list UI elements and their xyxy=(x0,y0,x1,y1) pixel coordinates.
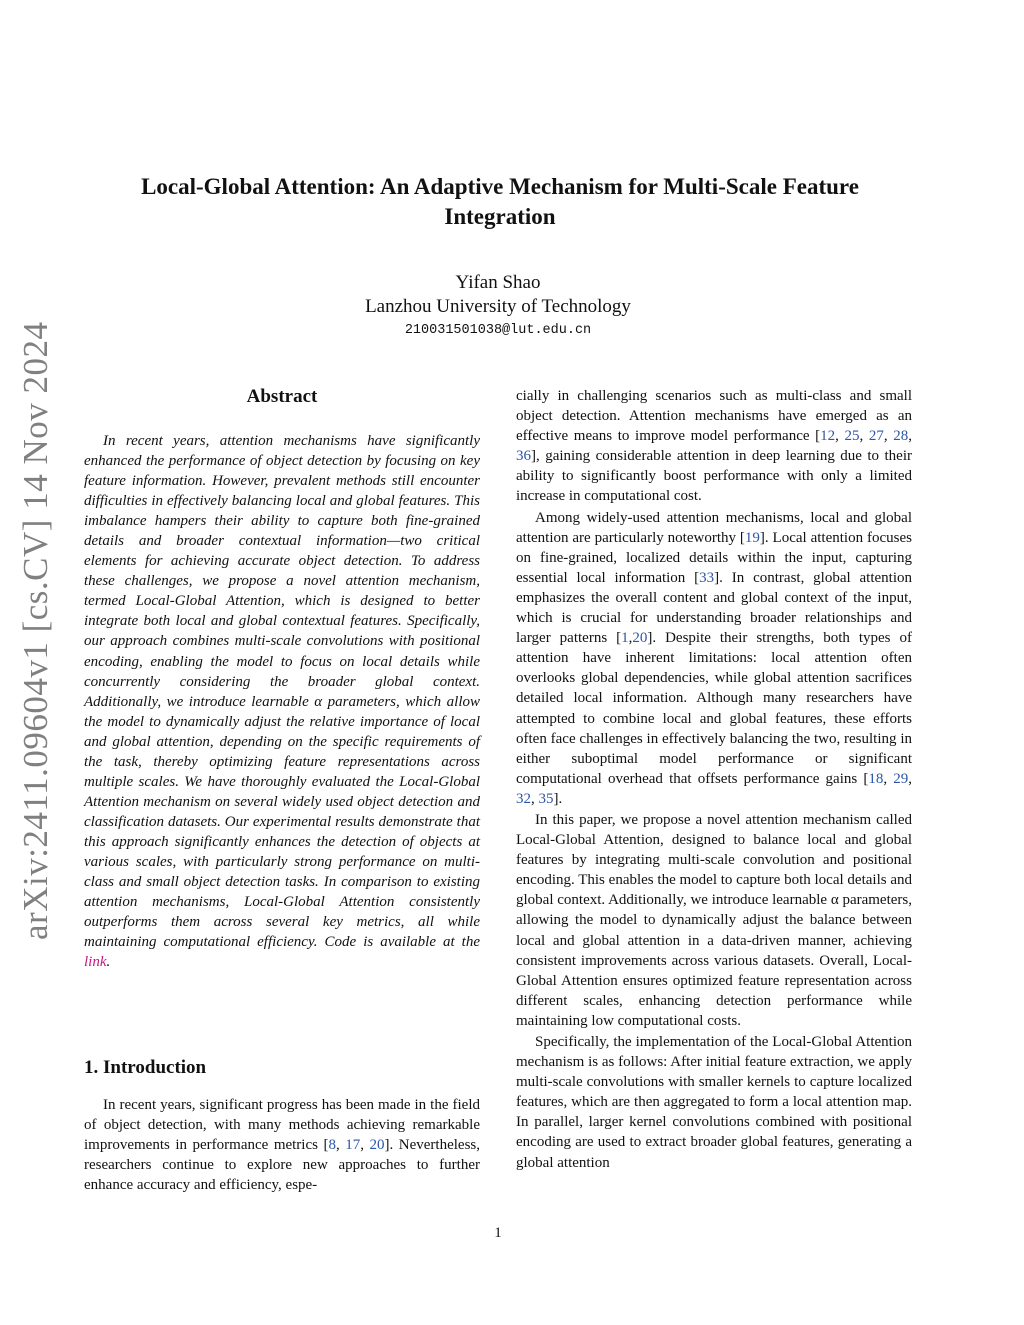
cite-separator: , xyxy=(883,770,894,787)
body-text-segment: cially in challenging scenarios such as multi-class and small object detection. Attention mechanisms have emerged as an effective means to improve model performance [ xyxy=(516,388,912,445)
citation-link[interactable]: 27 xyxy=(868,428,884,445)
citation-link[interactable]: 29 xyxy=(893,770,909,787)
body-text-segment: Among widely-used attention mechanisms, local and global attention are particularly noteworthy [ xyxy=(516,509,912,546)
citation-link[interactable]: 28 xyxy=(893,428,909,445)
paper-title: Local-Global Attention: An Adaptive Mechanism for Multi-Scale Feature Integration xyxy=(141,174,859,229)
body-text-segment: ]. xyxy=(553,790,563,807)
code-link[interactable]: link xyxy=(84,954,107,971)
citation-link[interactable]: 20 xyxy=(632,630,648,647)
abstract-text xyxy=(84,431,480,972)
page-number: 1 xyxy=(494,1225,502,1241)
citation-link[interactable]: 36 xyxy=(516,448,531,465)
right-column xyxy=(516,386,912,1174)
citation-link[interactable]: 8 xyxy=(328,1137,336,1154)
introduction-heading: 1. Introduction xyxy=(84,1057,207,1078)
body-text-segment: ]. In contrast, global attention emphasizes the overall content and global context of the input, which is crucial for understanding broader relationships and larger patterns [ xyxy=(516,569,912,647)
cite-separator: , xyxy=(835,428,845,445)
intro-text-segment: ]. Nevertheless, researchers continue to explore new approaches to further enhance accuracy and efficiency, espe- xyxy=(84,1137,480,1194)
citation-link[interactable]: 20 xyxy=(369,1137,385,1154)
body-text-segment: ]. Local attention focuses on fine-grained, localized details within the input, capturing essential local information [ xyxy=(516,529,912,586)
citation-link[interactable]: 32 xyxy=(516,790,531,807)
cite-separator: , xyxy=(360,1137,370,1154)
cite-separator: , xyxy=(883,428,894,445)
arxiv-identifier: arXiv:2411.09604v1 [cs.CV] 14 Nov 2024 xyxy=(16,321,55,940)
author-name: Yifan Shao xyxy=(455,272,541,293)
citation-link[interactable]: 25 xyxy=(844,428,860,445)
intro-text-segment: In recent years, significant progress has been made in the field of object detection, with many methods achieving remarkable improvements in performance metrics [ xyxy=(84,1097,480,1154)
abstract-heading: Abstract xyxy=(246,386,318,407)
cite-separator: , xyxy=(908,770,912,787)
cite-separator: , xyxy=(628,630,633,647)
citation-link[interactable]: 19 xyxy=(744,529,760,546)
author-email: 210031501038@lut.edu.cn xyxy=(404,323,592,338)
introduction-text xyxy=(84,1095,480,1195)
paragraph-implementation: Specifically, the implementation of the Local-Global Attention mechanism is as follows: After initial feature extraction, we apply multi-scale convolutions with smaller kernels to capture localized features, which are then aggregated to form a local attention map. In parallel, larger kernel convolutions combined with positional encoding are used to extract broader global features, generating a global attention xyxy=(516,1034,912,1171)
cite-separator: , xyxy=(531,790,539,807)
citation-link[interactable]: 35 xyxy=(538,790,554,807)
abstract-link-end: . xyxy=(106,954,111,971)
body-text-segment: ], gaining considerable attention in deep learning due to their ability to significantly boost performance with only a limited increase in computational cost. xyxy=(516,448,912,505)
body-text-segment: ]. Despite their strengths, both types of attention have inherent limitations: local attention often overlooks global dependencies, while global attention sacrifices detailed local information. Although many researchers have attempted to combine local and global features, these efforts often face challenges in effectively balancing the two, resulting in either suboptimal model performance or significant computational overhead that offsets performance gains [ xyxy=(516,630,912,787)
citation-link[interactable]: 18 xyxy=(868,770,884,787)
citation-link[interactable]: 33 xyxy=(699,569,715,586)
paragraph-contribution: In this paper, we propose a novel attention mechanism called Local-Global Attention, designed to balance local and global features by integrating multi-scale convolution and positional encoding. This enables the model to capture both local details and global context. Additionally, we introduce learnable α parameters, allowing the model to dynamically adjust the balance between local and global attention in a data-driven manner, achieving consistent improvements across various datasets. Overall, Local-Global Attention ensures optimized feature representation across different scales, enhancing detection performance while maintaining low computational costs. xyxy=(516,811,912,1029)
abstract-body-text: In recent years, attention mechanisms have significantly enhanced the performance of object detection by focusing on key feature information. However, prevalent methods still encounter difficulties in effectively balancing local and global features. This imbalance hampers their ability to capture both fine-grained details and broader contextual information—two critical elements for achieving accurate object detection. To address these challenges, we propose a novel attention mechanism, termed Local-Global Attention, which is designed to better integrate both local and global contextual features. Specifically, our approach combines multi-scale convolutions with positional encoding, enabling the model to focus on local details while concurrently considering the broader global context. Additionally, we introduce learnable α parameters, which allow the model to dynamically adjust the relative importance of local and global attention, depending on the specific requirements of the task, thereby optimizing feature representations across multiple scales. We have thoroughly evaluated the Local-Global Attention mechanism on several widely used object detection and classification datasets. Our experimental results demonstrate that this approach significantly enhances the detection of objects at various scales, with particularly strong performance on multi-class and small object detection tasks. In comparison to existing attention mechanisms, Local-Global Attention consistently outperforms them across several key metrics, all while maintaining computational efficiency. Code is available at the xyxy=(84,433,480,951)
citation-link[interactable]: 12 xyxy=(820,428,836,445)
cite-separator: , xyxy=(908,428,913,445)
citation-link[interactable]: 17 xyxy=(345,1137,361,1154)
cite-separator: , xyxy=(335,1137,346,1154)
author-affiliation: Lanzhou University of Technology xyxy=(365,296,631,317)
cite-separator: , xyxy=(859,428,869,445)
citation-link[interactable]: 1 xyxy=(621,630,629,647)
